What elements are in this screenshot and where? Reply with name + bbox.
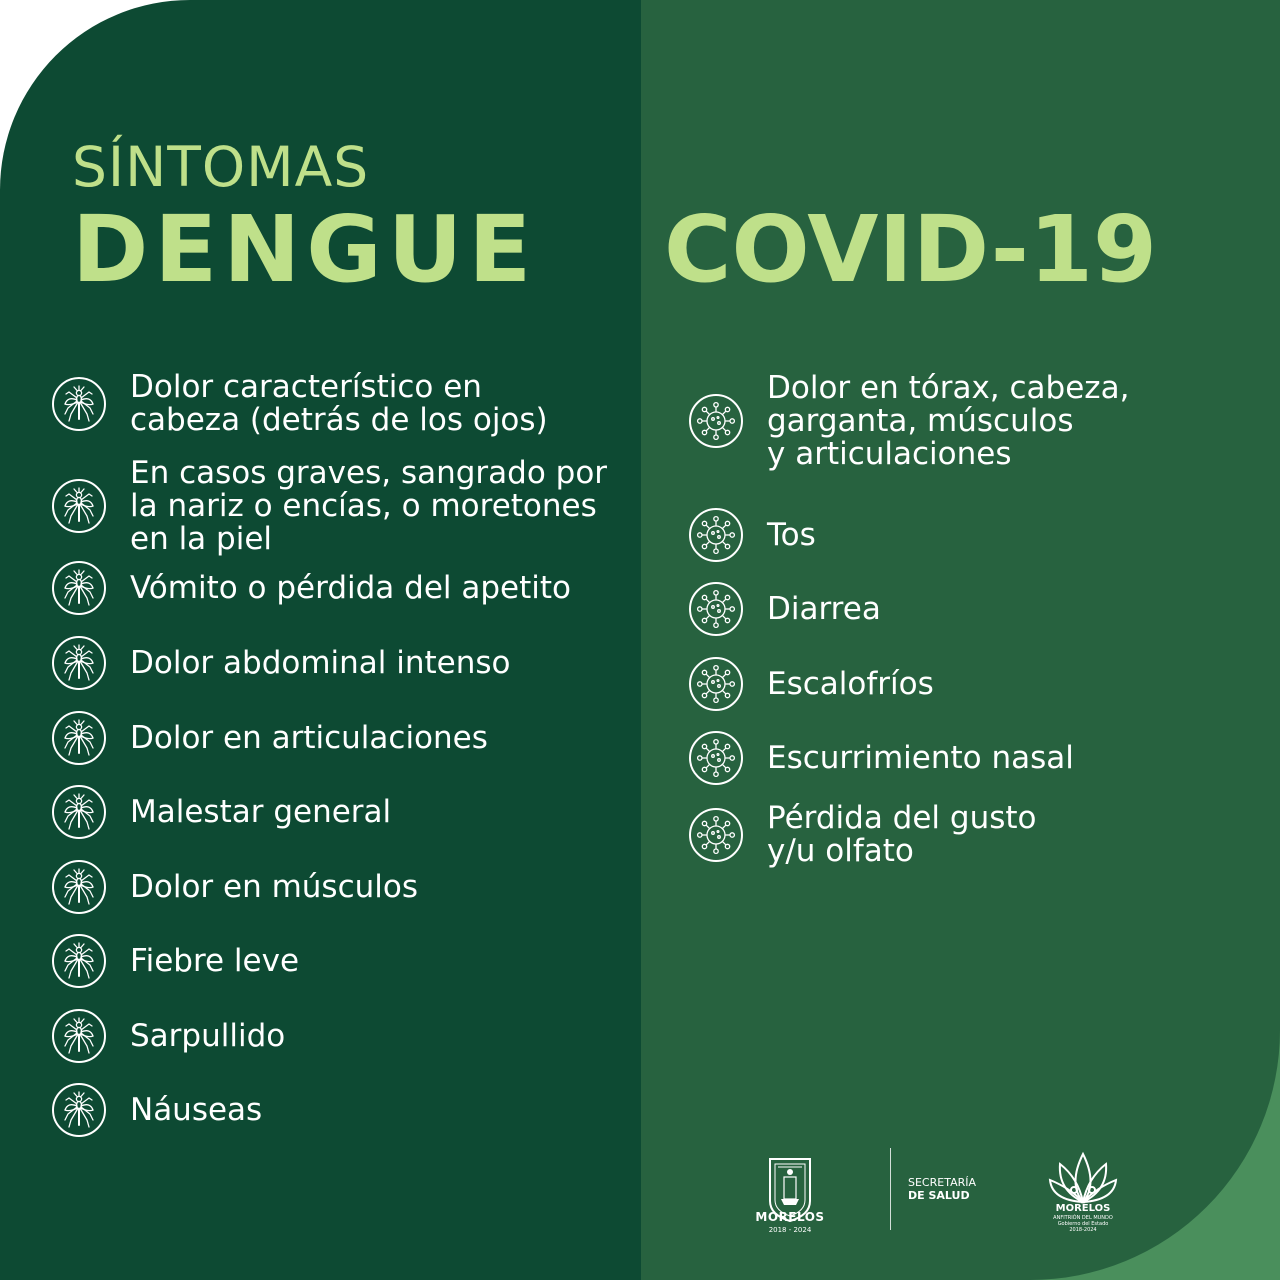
virus-icon (689, 582, 743, 636)
dengue-symptom-item (52, 454, 640, 557)
mosquito-icon (52, 377, 106, 431)
covid-symptom-text: Escalofríos (767, 665, 934, 702)
dengue-symptom-item (52, 364, 640, 444)
brand-label: MORELOS (1055, 1203, 1111, 1214)
dengue-symptom-text: En casos graves, sangrado por la nariz o encías, o moretones en la piel (130, 454, 608, 557)
dengue-symptom-item (52, 921, 640, 1001)
mosquito-icon (52, 1083, 106, 1137)
dengue-title: DENGUE (72, 196, 538, 303)
virus-icon (689, 731, 743, 785)
mosquito-icon (52, 711, 106, 765)
dengue-symptom-text: Fiebre leve (130, 942, 300, 979)
covid-symptom-item (689, 495, 1217, 575)
covid-symptom-item (689, 569, 1217, 649)
covid-symptom-text: Dolor en tórax, cabeza, garganta, músculos y articulaciones (767, 369, 1130, 472)
secretaria-salud-label (908, 1176, 976, 1202)
virus-icon (689, 657, 743, 711)
lotus-logo-icon (1048, 1144, 1118, 1206)
secretaria-line1: SECRETARÍA (908, 1176, 977, 1189)
footer-divider (890, 1148, 891, 1230)
brand-tagline: ANFITRIÓN DEL MUNDO Gobierno del Estado 2018-2024 (1053, 1215, 1113, 1233)
mosquito-icon (52, 479, 106, 533)
dengue-symptom-text: Náuseas (130, 1091, 263, 1128)
virus-icon (689, 808, 743, 862)
covid-symptom-text: Tos (767, 516, 816, 553)
mosquito-icon (52, 636, 106, 690)
dengue-symptom-item (52, 772, 640, 852)
dengue-symptom-text: Sarpullido (130, 1017, 286, 1054)
dengue-symptom-item (52, 996, 640, 1076)
mosquito-icon (52, 934, 106, 988)
dengue-symptom-text: Vómito o pérdida del apetito (130, 569, 571, 606)
dengue-symptom-text: Malestar general (130, 793, 392, 830)
virus-icon (689, 508, 743, 562)
mosquito-icon (52, 1009, 106, 1063)
covid-symptom-item (689, 369, 1217, 472)
mosquito-icon (52, 785, 106, 839)
symptoms-heading: SÍNTOMAS (72, 135, 370, 199)
dengue-symptom-item (52, 623, 640, 703)
secretaria-line2: DE SALUD (908, 1189, 970, 1202)
virus-icon (689, 394, 743, 448)
covid-title: COVID-19 (664, 196, 1157, 303)
dengue-symptom-text: Dolor en articulaciones (130, 719, 488, 756)
seal-label: MORELOS (755, 1210, 825, 1224)
covid-symptom-text: Pérdida del gusto y/u olfato (767, 800, 1037, 869)
dengue-symptom-text: Dolor en músculos (130, 868, 419, 905)
covid-symptom-text: Escurrimiento nasal (767, 739, 1074, 776)
dengue-symptom-item (52, 1070, 640, 1150)
mosquito-icon (52, 561, 106, 615)
mosquito-icon (52, 860, 106, 914)
footer-logos (720, 1140, 1180, 1240)
dengue-symptom-item (52, 698, 640, 778)
covid-symptom-text: Diarrea (767, 590, 881, 627)
covid-symptom-item (689, 718, 1217, 798)
dengue-symptom-text: Dolor característico en cabeza (detrás de los ojos) (130, 369, 548, 438)
dengue-symptom-text: Dolor abdominal intenso (130, 644, 511, 681)
seal-years: 2018 - 2024 (768, 1226, 812, 1234)
covid-symptom-item (689, 644, 1217, 724)
covid-symptom-item (689, 795, 1217, 875)
dengue-symptom-item (52, 548, 640, 628)
dengue-symptom-item (52, 847, 640, 927)
